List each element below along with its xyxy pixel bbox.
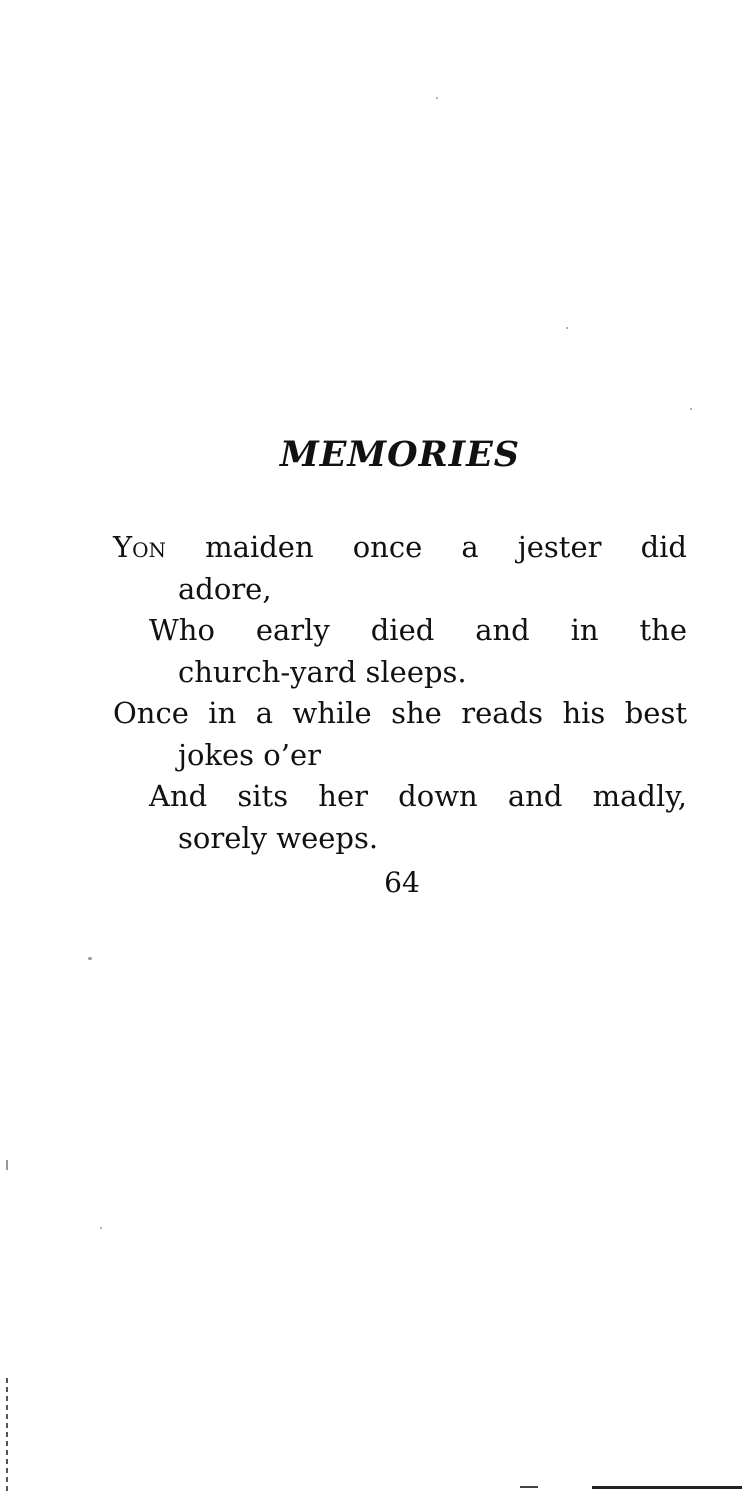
poem-line-2-continuation: church-yard sleeps. bbox=[178, 654, 467, 689]
scan-bottom-mark bbox=[520, 1486, 538, 1488]
poem-line-3: Once in a while she reads his best bbox=[113, 696, 687, 730]
scan-speck bbox=[566, 327, 568, 329]
poem-line-3-continuation: jokes o’er bbox=[178, 737, 321, 772]
opening-word: Yon bbox=[113, 530, 167, 564]
scan-speck bbox=[88, 957, 92, 960]
poem-line-1 bbox=[113, 527, 687, 569]
poem-line-4: And sits her down and madly, bbox=[149, 779, 687, 813]
poem-line-1-continuation: adore, bbox=[178, 571, 272, 606]
scan-speck bbox=[690, 408, 692, 410]
poem-line-4-continuation: sorely weeps. bbox=[178, 820, 379, 855]
poem-line-1-text: maiden once a jester did bbox=[166, 530, 687, 564]
scan-edge-mark bbox=[6, 1378, 8, 1494]
scan-speck bbox=[436, 97, 438, 99]
poem-body bbox=[113, 527, 687, 859]
poem-line-2: Who early died and in the bbox=[149, 613, 687, 647]
page-number: 64 bbox=[384, 866, 420, 899]
scan-speck bbox=[100, 1227, 102, 1229]
scan-speck bbox=[6, 1160, 8, 1170]
scan-bottom-mark bbox=[592, 1486, 742, 1489]
poem-title: MEMORIES bbox=[279, 434, 521, 475]
